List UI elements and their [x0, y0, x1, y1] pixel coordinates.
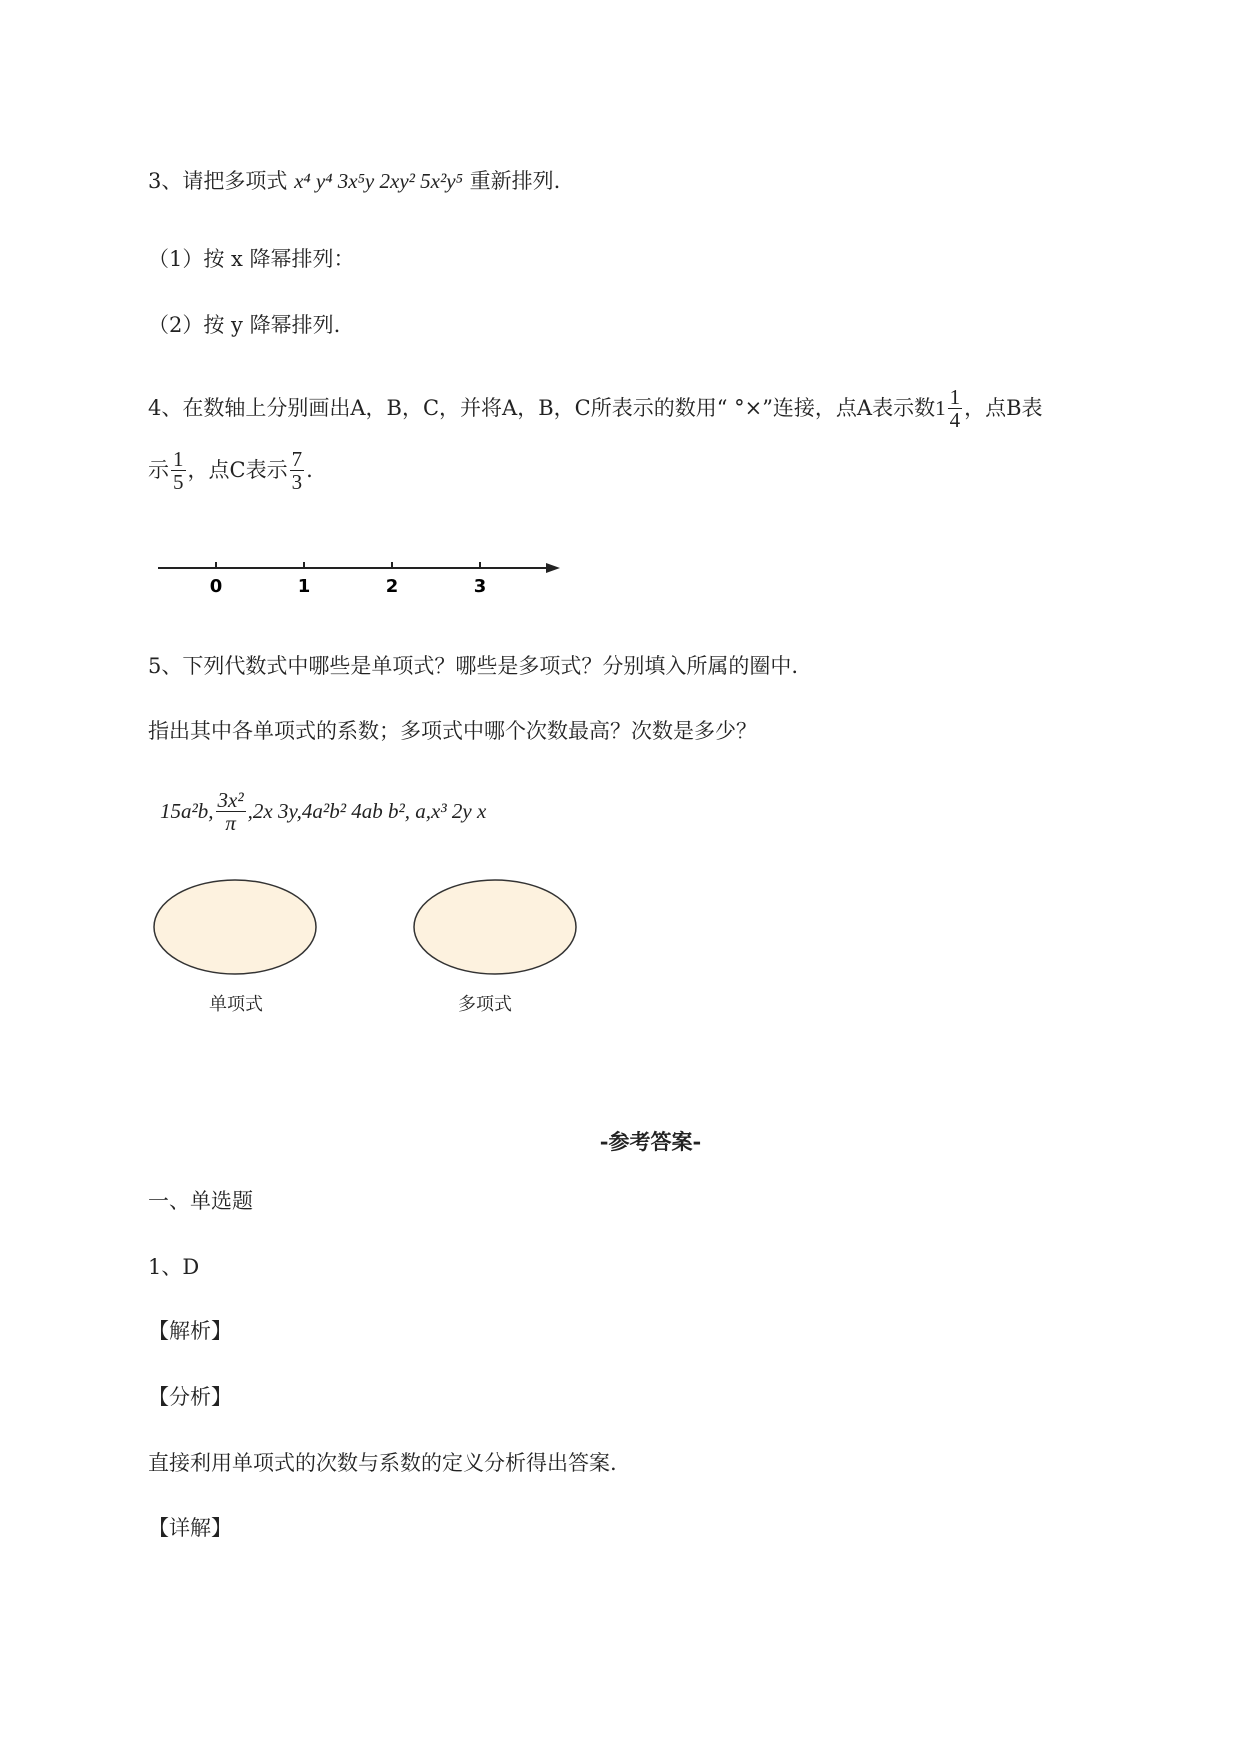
- q4-mixed-number-whole: 1: [935, 396, 946, 420]
- q5-line1: 5、下列代数式中哪些是单项式？哪些是多项式？分别填入所属的圈中.: [148, 654, 799, 678]
- q3-sub2: （2）按 y 降幂排列.: [148, 313, 341, 337]
- number-line: [150, 550, 570, 600]
- q5-expr-b: ,2x 3y,4a²b² 4ab b², a,x³ 2y x: [247, 799, 487, 823]
- answer-item-1: 1、D: [148, 1255, 200, 1279]
- q5-fraction: [216, 789, 246, 834]
- q4-line2-text-a: 示: [148, 458, 169, 482]
- q3-prefix: 3、请把多项式: [148, 169, 288, 193]
- q3-suffix: 重新排列.: [469, 169, 561, 193]
- q4-fraction-a: [948, 386, 963, 431]
- q5-expr-a: 15a²b,: [160, 799, 214, 823]
- monomial-label: 单项式: [209, 994, 263, 1015]
- answers-title: -参考答案-: [599, 1129, 702, 1154]
- q5-line2: 指出其中各单项式的系数；多项式中哪个次数最高？次数是多少？: [148, 719, 757, 743]
- q3-sub1: （1）按 x 降幂排列：: [148, 247, 355, 271]
- q4-fraction-a-num: 1: [949, 384, 961, 409]
- q4-line2-text-c: .: [306, 458, 313, 482]
- fenxi-heading: 【分析】: [148, 1385, 232, 1409]
- answers-section-heading: 一、单选题: [148, 1189, 253, 1213]
- q5-expression-list: [160, 783, 486, 839]
- tick-label-2: 2: [385, 576, 399, 597]
- tick-label-1: 1: [297, 576, 311, 597]
- q4-fraction-b-num: 1: [173, 446, 184, 471]
- q4-fraction-a-den: 4: [949, 407, 961, 432]
- q4-line1-end: ，点B表: [964, 396, 1043, 420]
- polynomial-ellipse: [414, 880, 576, 974]
- q4-fraction-b-den: 5: [173, 469, 184, 494]
- q4-line1-text: 4、在数轴上分别画出A，B，C，并将A，B，C所表示的数用“ °×”连接，点A表示数: [148, 396, 936, 420]
- q4-line1: [148, 385, 1043, 431]
- q4-fraction-c: [290, 448, 305, 493]
- q5-fraction-den: π: [225, 810, 236, 835]
- monomial-ellipse: [154, 880, 316, 974]
- tick-label-0: 0: [209, 576, 223, 597]
- q5-fraction-num: 3x²: [217, 787, 244, 812]
- fenxi-text: 直接利用单项式的次数与系数的定义分析得出答案.: [148, 1451, 617, 1475]
- q4-fraction-c-den: 3: [291, 469, 303, 494]
- q4-line2-text-b: ，点C表示: [187, 458, 288, 482]
- q4-line2: [148, 447, 313, 493]
- tick-label-3: 3: [473, 576, 487, 597]
- classification-ellipses: [150, 875, 590, 985]
- xiangjie-heading: 【详解】: [148, 1516, 232, 1540]
- q3-expression: x⁴ y⁴ 3x⁵y 2xy² 5x²y⁵: [294, 169, 463, 193]
- q4-fraction-b: [171, 448, 186, 493]
- q4-fraction-c-num: 7: [291, 446, 303, 471]
- q3-statement: [148, 166, 560, 196]
- polynomial-label: 多项式: [458, 994, 512, 1015]
- jiexi-heading: 【解析】: [148, 1319, 232, 1343]
